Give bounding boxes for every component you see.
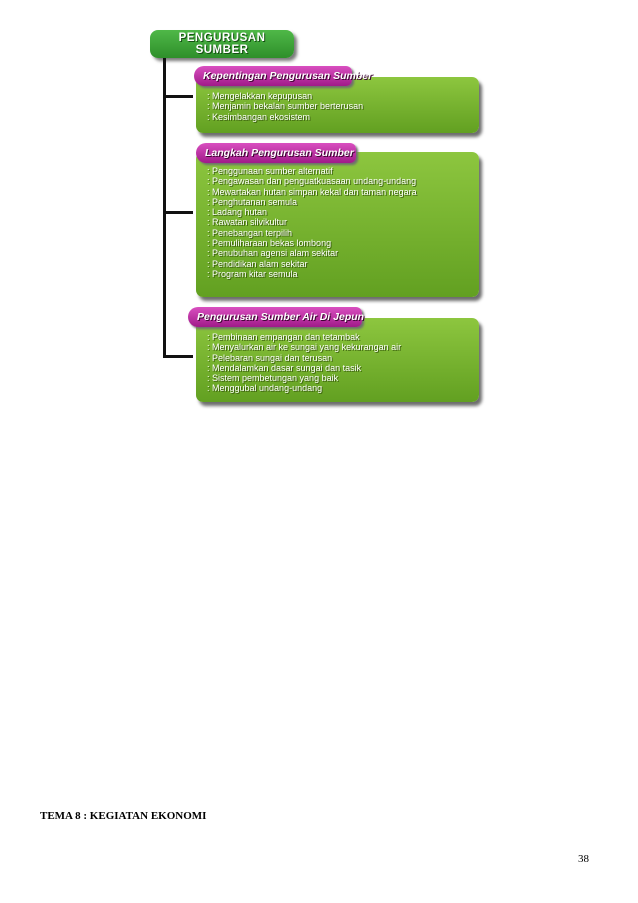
list-item: : Mendalamkan dasar sungai dan tasik: [207, 362, 362, 373]
footer-theme: TEMA 8 : KEGIATAN EKONOMI: [40, 810, 207, 822]
list-item: : Penghutanan semula: [207, 196, 298, 207]
list-item: : Pemuliharaan bekas lombong: [207, 238, 332, 249]
tree-trunk-connector: [163, 58, 166, 357]
list-item: : Program kitar semula: [207, 268, 298, 279]
list-item: : Ladang hutan: [207, 207, 268, 218]
group-items-langkah: [207, 166, 479, 279]
branch-connector-1: [163, 95, 193, 98]
list-item: : Menyalurkan air ke sungai yang kekurangan air: [207, 342, 402, 353]
list-item: : Pembinaan empangan dan tetambak: [207, 332, 360, 342]
list-item: : Penggunaan sumber alternatif: [207, 166, 333, 176]
group-box-langkah: [196, 152, 479, 297]
branch-connector-2: [163, 211, 193, 214]
list-item: : Mengelakkan kepupusan: [207, 91, 313, 101]
group-title-langkah: Langkah Pengurusan Sumber: [196, 143, 356, 163]
group-box-air-jepun: [196, 318, 479, 402]
page-number: 38: [578, 853, 589, 865]
list-item: : Penebangan terpilih: [207, 227, 293, 238]
root-title-line2: SUMBER: [195, 44, 249, 56]
branch-connector-3: [163, 355, 193, 358]
list-item: : Rawatan silvikultur: [207, 217, 288, 228]
list-item: : Menggubal undang-undang: [207, 383, 323, 394]
root-node: [150, 30, 294, 58]
list-item: : Pendidikan alam sekitar: [207, 258, 308, 269]
group-items-kepentingan: [207, 91, 479, 122]
list-item: : Pengawasan dan penguatkuasaan undang-undang: [207, 176, 417, 187]
list-item: : Sistem pembetungan yang baik: [207, 373, 339, 384]
list-item: : Pelebaran sungai dan terusan: [207, 352, 333, 363]
list-item: : Penubuhan agensi alam sekitar: [207, 248, 339, 259]
list-item: : Kesimbangan ekosistem: [207, 111, 311, 122]
root-title-line1: PENGURUSAN: [178, 32, 266, 44]
group-title-kepentingan: Kepentingan Pengurusan Sumber: [194, 66, 352, 86]
group-items-air-jepun: [207, 332, 479, 394]
group-title-air-jepun: Pengurusan Sumber Air Di Jepun: [188, 307, 362, 327]
list-item: : Menjamin bekalan sumber berterusan: [207, 101, 364, 112]
list-item: : Mewartakan hutan simpan kekal dan taman negara: [207, 186, 417, 197]
